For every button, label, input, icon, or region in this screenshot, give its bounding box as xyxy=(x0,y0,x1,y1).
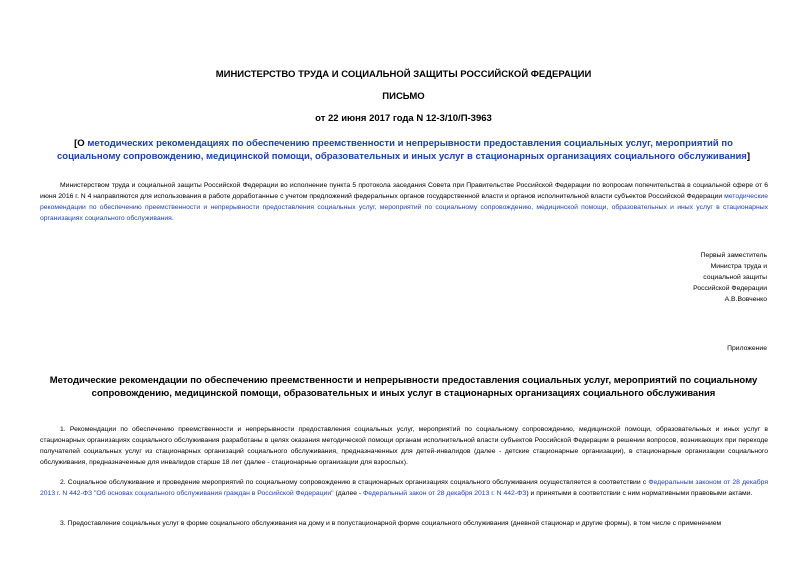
methodical-recommendations-title: Методические рекомендации по обеспечению преемственности и непрерывности предоставления социальных услуг, мероприятий по социальному сопровождению, медицинской помощи, образовательных и иных услуг в стационарных организациях социального обслуживания xyxy=(49,375,758,399)
document-date-number: от 22 июня 2017 года N 12-3/10/П-3963 xyxy=(315,113,492,124)
paragraph-2 xyxy=(40,477,768,499)
federal-law-link[interactable]: Федеральным законом от 28 декабря 2013 г. N 442-ФЗ "Об основах социального обслуживания граждан в Российской Федерации" xyxy=(40,479,768,497)
p2-text: (далее - xyxy=(333,490,364,497)
p2-text: 2. Социальное обслуживание и проведение мероприятий по социальному сопровождению в стационарных организациях социального обслуживания осуществляется в соответствии с xyxy=(60,479,649,486)
title-open-bracket: [О xyxy=(74,138,88,149)
intro-text: Министерством труда и социальной защиты Российской Федерации во исполнение пункта 5 протокола заседания Совета при Правительстве Российской Федерации по вопросам попечительства в социальной сфере от 6 июня 2016 г. N 4 направляются для использования в работе доработанные с учетом предложений федеральных органов государственной власти и органов исполнительной власти субъектов Российской Федерации xyxy=(40,182,768,200)
signature-position: Министра труда и xyxy=(710,263,767,270)
paragraph-3: 3. Предоставление социальных услуг в форме социального обслуживания на дому и в полустационарной форме социального обслуживания (дневной стационар и другие формы), в том числе с применением xyxy=(60,520,722,527)
document-type: ПИСЬМО xyxy=(382,91,425,102)
title-close-bracket: ] xyxy=(746,151,750,162)
signature-position: социальной защиты xyxy=(703,274,767,281)
signature-position: Первый заместитель xyxy=(700,252,767,259)
intro-paragraph xyxy=(40,180,768,224)
intro-link[interactable]: методические рекомендации по обеспечению преемственности и непрерывности предоставления социальных услуг, мероприятий по социальному сопровождению, медицинской помощи, образовательных и иных услуг в стационарных организациях социального обслуживания xyxy=(40,193,768,222)
p2-text: ) и принятыми в соответствии с ним нормативными правовыми актами. xyxy=(526,490,753,497)
paragraph-1: 1. Рекомендации по обеспечению преемственности и непрерывности предоставления социальных услуг, мероприятий по социальному сопровождению, медицинской помощи, образовательных и иных услуг в стационарных организациях социального обслуживания разработаны в целях оказания методической помощи органам исполнительной власти субъектов Российской Федерации в решении вопросов, возникающих при переходе получателей социальных услуг из стационарных организаций социального обслуживания, предназначенных для детей-инвалидов (далее - детские стационарные организации), в стационарные организации социального обслуживания, предназначенные для инвалидов старше 18 лет (далее - стационарные организации для взрослых). xyxy=(40,426,768,466)
title-link[interactable]: методических рекомендациях по обеспечению преемственности и непрерывности предоставления социальных услуг, мероприятий по социальному сопровождению, медицинской помощи, образовательных и иных услуг в стационарных организациях социального обслуживания xyxy=(57,138,747,162)
document-title xyxy=(45,137,762,163)
issuing-organization: МИНИСТЕРСТВО ТРУДА И СОЦИАЛЬНОЙ ЗАЩИТЫ РОССИЙСКОЙ ФЕДЕРАЦИИ xyxy=(215,69,592,80)
signature-position: Российской Федерации xyxy=(693,285,767,292)
intro-text-end: . xyxy=(171,215,174,222)
federal-law-short-link[interactable]: Федеральный закон от 28 декабря 2013 г. N 442-ФЗ xyxy=(363,490,527,497)
signature-block xyxy=(647,250,767,305)
signature-name: А.В.Вовченко xyxy=(724,296,767,303)
appendix-label: Приложение xyxy=(727,345,767,352)
